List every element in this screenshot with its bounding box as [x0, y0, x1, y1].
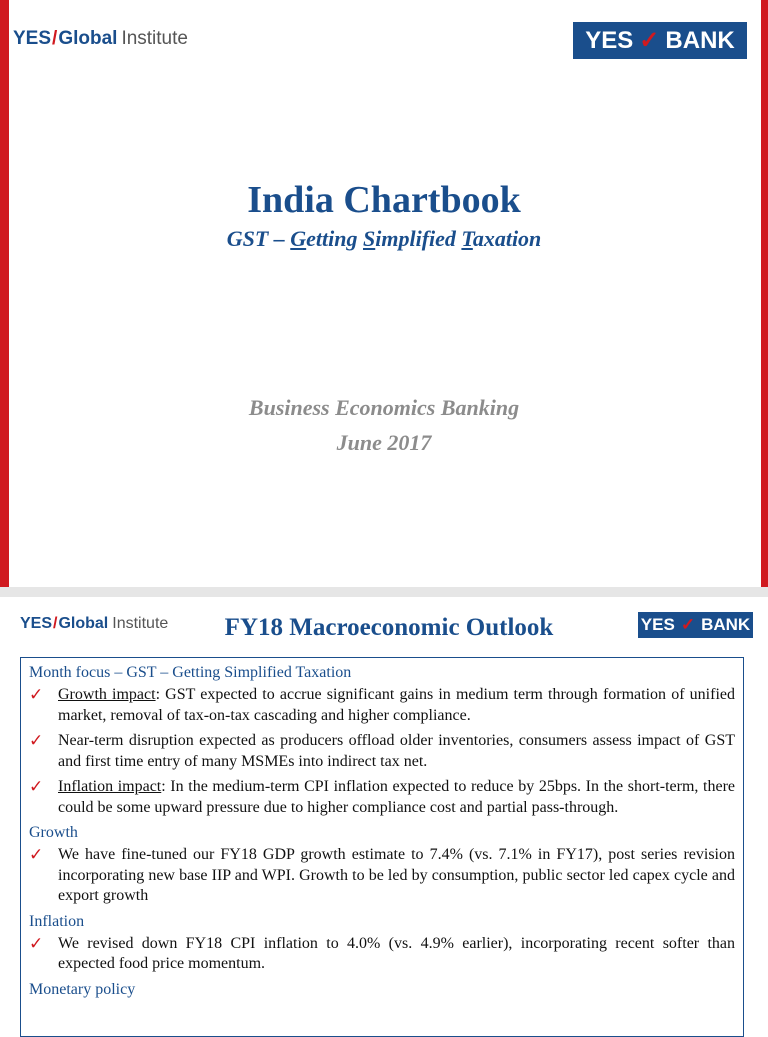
slide-divider [0, 587, 768, 597]
right-red-bar [761, 0, 768, 587]
monetary-policy-heading: Monetary policy [29, 980, 136, 998]
report-date: June 2017 [336, 430, 432, 455]
checkmark-icon: ✓ [639, 27, 660, 54]
list-item: ✓ Inflation impact: In the medium-term CPI inflation expected to reduce by 25bps. In the short-term, there could be some upward pressure due to higher compliance cost and partial pass-through. [29, 777, 735, 816]
checkmark-icon: ✓ [29, 845, 44, 864]
growth-heading: Growth [29, 824, 78, 841]
yes-global-institute-logo: YES / Global Institute [20, 615, 169, 632]
yes-bank-logo: YES ✓ BANK [638, 612, 753, 638]
checkmark-icon: ✓ [29, 685, 44, 704]
outlook-content-box [20, 657, 744, 1037]
inflation-heading: Inflation [29, 912, 85, 930]
checkmark-icon: ✓ [680, 615, 696, 634]
list-item: ✓ We have fine-tuned our FY18 GDP growth estimate to 7.4% (vs. 7.1% in FY17), post series revision incorporating new base IIP and WPI. Growth to be led by consumption, public sector led capex cycle and export growth [29, 845, 735, 904]
slide-title: FY18 Macroeconomic Outlook [224, 614, 554, 641]
list-item: ✓ We revised down FY18 CPI inflation to 4.0% (vs. 4.9% earlier), incorporating recent softer than expected food price momentum. [29, 933, 735, 972]
left-red-bar [0, 0, 9, 587]
page-subtitle: GST – Getting Simplified Taxation [226, 226, 542, 251]
department-name: Business Economics Banking [248, 395, 520, 420]
checkmark-icon: ✓ [29, 731, 44, 750]
checkmark-icon: ✓ [29, 777, 44, 796]
list-item: ✓ Growth impact: GST expected to accrue significant gains in medium term through formation of unified market, removal of tax-on-tax cascading and higher compliance. [29, 685, 735, 724]
month-focus-heading: Month focus – GST – Getting Simplified Taxation [29, 664, 352, 681]
yes-global-institute-logo: YES / Global Institute [13, 28, 188, 49]
list-item: ✓ Near-term disruption expected as producers offload older inventories, consumers assess impact of GST and first time entry of many MSMEs into indirect tax net. [29, 731, 735, 770]
checkmark-icon: ✓ [29, 933, 44, 953]
outlook-slide [0, 597, 768, 1024]
yes-bank-logo: YES ✓ BANK [573, 22, 747, 59]
page-title: India Chartbook [247, 179, 521, 221]
